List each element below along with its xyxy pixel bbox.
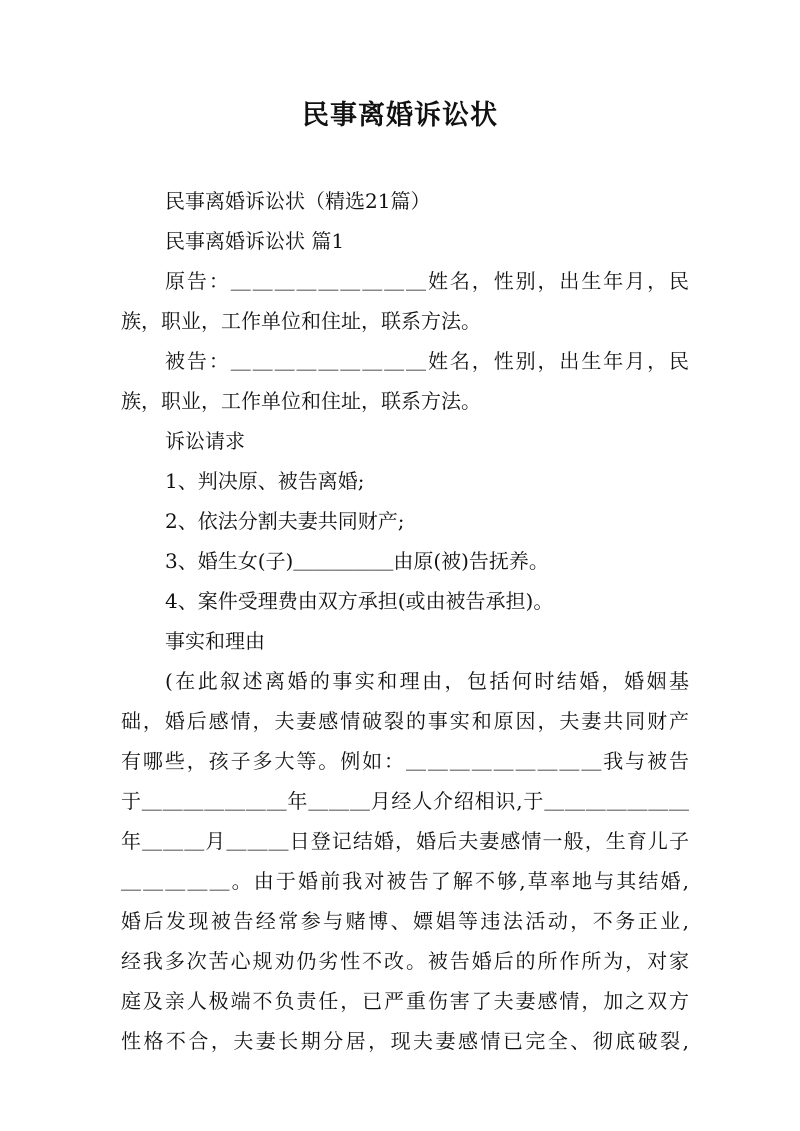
paragraph-line: ＿＿＿＿＿。由于婚前我对被告了解不够,草率地与其结婚, <box>121 869 689 893</box>
section-heading: 事实和理由 <box>165 629 265 653</box>
section-heading: 诉讼请求 <box>165 429 245 453</box>
paragraph-line: 族，职业，工作单位和住址，联系方法。 <box>121 309 481 333</box>
paragraph-line: 婚后发现被告经常参与赌博、嫖娼等违法活动，不务正业, <box>121 909 689 933</box>
list-item: 1、判决原、被告离婚; <box>165 469 365 493</box>
paragraph-line: 经我多次苦心规劝仍劣性不改。被告婚后的所作所为，对家 <box>121 949 689 973</box>
paragraph-line: 础，婚后感情，夫妻感情破裂的事实和原因，夫妻共同财产 <box>121 709 689 733</box>
subtitle-line: 民事离婚诉讼状（精选21篇） <box>165 189 431 213</box>
list-item: 3、婚生女(子)＿＿＿＿＿由原(被)告抚养。 <box>165 549 549 573</box>
paragraph-line: 年＿＿＿月＿＿＿日登记结婚，婚后夫妻感情一般，生育儿子 <box>121 829 689 853</box>
document-body <box>121 181 689 1061</box>
paragraph-line: 族，职业，工作单位和住址，联系方法。 <box>121 389 481 413</box>
document-title: 民事离婚诉讼状 <box>302 100 498 131</box>
list-item: 4、案件受理费由双方承担(或由被告承担)。 <box>165 589 554 613</box>
paragraph-line: 性格不合，夫妻长期分居，现夫妻感情已完全、彻底破裂, <box>121 1029 689 1053</box>
paragraph-line: (在此叙述离婚的事实和理由，包括何时结婚，婚姻基 <box>165 669 689 693</box>
paragraph-line: 有哪些，孩子多大等。例如：＿＿＿＿＿＿＿＿＿我与被告 <box>121 749 689 773</box>
paragraph-line: 原告：＿＿＿＿＿＿＿＿＿姓名，性别，出生年月，民 <box>165 269 689 293</box>
paragraph-line: 于＿＿＿＿＿＿＿年＿＿＿月经人介绍相识,于＿＿＿＿＿＿＿ <box>121 789 689 813</box>
list-item: 2、依法分割夫妻共同财产; <box>165 509 405 533</box>
paragraph-line: 被告：＿＿＿＿＿＿＿＿＿姓名，性别，出生年月，民 <box>165 349 689 373</box>
section-heading: 民事离婚诉讼状 篇1 <box>165 229 345 253</box>
paragraph-line: 庭及亲人极端不负责任，已严重伤害了夫妻感情，加之双方 <box>121 989 689 1013</box>
